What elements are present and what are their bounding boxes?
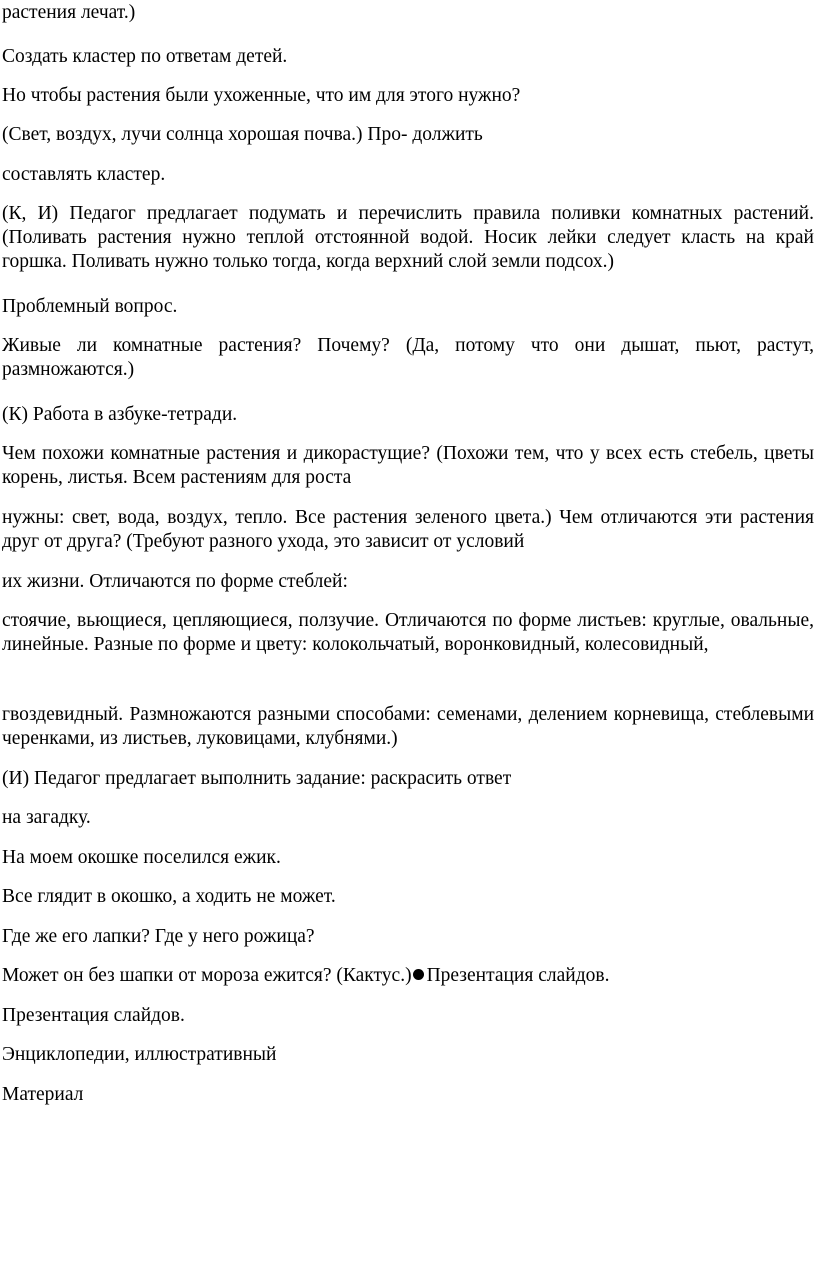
paragraph-needs-differences: нужны: свет, вода, воздух, тепло. Все растения зеленого цвета.) Чем отличаются эти растения друг от друга? (Требуют разного ухода, это зависит от условий: [2, 507, 814, 552]
paragraph-material: Материал: [2, 1084, 84, 1105]
paragraph-encyclopedias: Энциклопедии, иллюстративный: [2, 1044, 277, 1065]
paragraph-workbook: (К) Работа в азбуке-тетради.: [2, 404, 238, 425]
paragraph-stem-forms: их жизни. Отличаются по форме стеблей:: [2, 571, 348, 592]
riddle-line-1: На моем окошке поселился ежик.: [2, 847, 281, 868]
paragraph-continue-cluster: составлять кластер.: [2, 164, 166, 185]
riddle-line-4: [2, 964, 814, 988]
paragraph-plants-heal: растения лечат.): [2, 2, 136, 23]
paragraph-slide-presentation: Презентация слайдов.: [2, 1005, 185, 1026]
paragraph-leaf-forms: стоячие, вьющиеся, цепляющиеся, ползучие. Отличаются по форме листьев: круглые, овальные, линейные. Разные по форме и цвету: колокольчатый, воронковидный, колесовидный,: [2, 610, 814, 655]
riddle-answer-text: Может он без шапки от мороза ежится? (Кактус.): [2, 965, 412, 986]
riddle-line-3: Где же его лапки? Где у него рожица?: [2, 926, 315, 947]
riddle-line-2: Все глядит в окошко, а ходить не может.: [2, 886, 336, 907]
paragraph-riddle-task-end: на загадку.: [2, 807, 91, 828]
bullet-presentation-text: Презентация слайдов.: [426, 965, 610, 986]
paragraph-problem-question: Проблемный вопрос.: [2, 296, 178, 317]
paragraph-create-cluster: Создать кластер по ответам детей.: [2, 46, 288, 67]
paragraph-riddle-task: (И) Педагог предлагает выполнить задание: раскрасить ответ: [2, 768, 512, 789]
paragraph-care-question: Но чтобы растения были ухоженные, что им для этого нужно?: [2, 85, 521, 106]
filled-circle-bullet-icon: [413, 969, 424, 980]
paragraph-watering-rules: (К, И) Педагог предлагает подумать и перечислить правила поливки комнатных растений. (Поливать растения нужно теплой отстоянной водой. Носик лейки следует класть на край горшка. Поливать нужно только тогда, когда верхний слой земли подсох.): [2, 203, 814, 272]
paragraph-similarities: Чем похожи комнатные растения и дикорастущие? (Похожи тем, что у всех есть стебель, цветы корень, листья. Всем растениям для роста: [2, 443, 814, 488]
paragraph-are-plants-alive: Живые ли комнатные растения? Почему? (Да, потому что они дышат, пьют, растут, размножаются.): [2, 335, 814, 380]
paragraph-reproduction: гвоздевидный. Размножаются разными способами: семенами, делением корневища, стеблевыми черенками, из листьев, луковицами, клубнями.): [2, 704, 814, 749]
paragraph-light-air-answer: (Свет, воздух, лучи солнца хорошая почва.) Про- должить: [2, 124, 483, 145]
